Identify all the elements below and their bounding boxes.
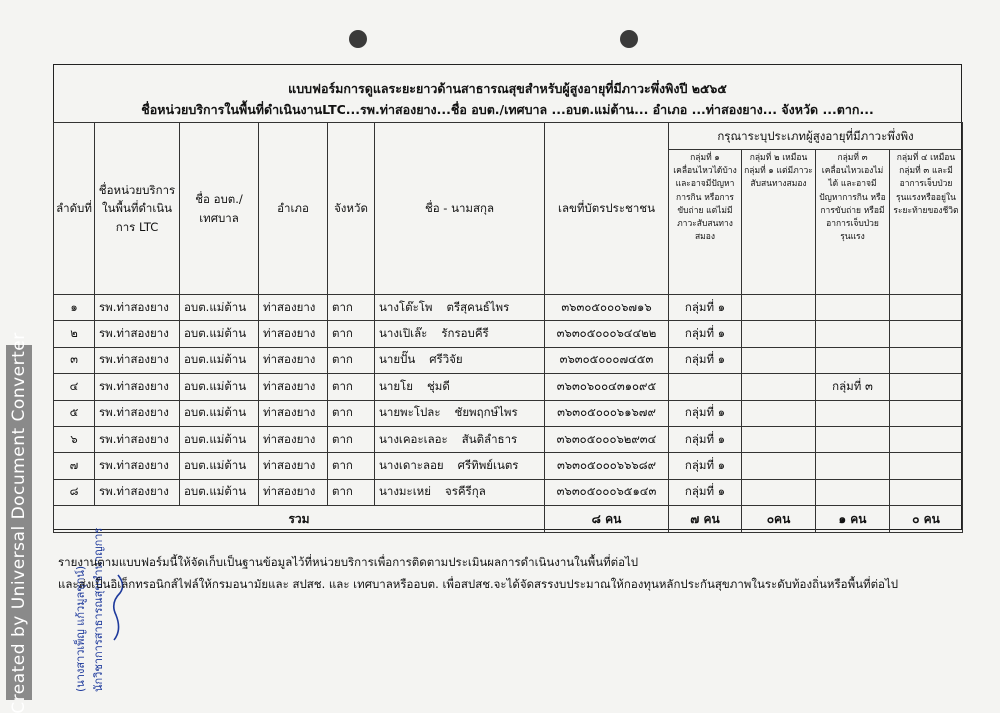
group-1-cell: กลุ่มที่ ๑: [669, 321, 742, 347]
group-4-cell: [890, 453, 963, 479]
header-group-2: กลุ่มที่ ๒ เหมือนกลุ่มที่ ๑ แต่มีภาวะสับสนทางสมอง: [742, 150, 816, 295]
district-cell: ท่าสองยาง: [259, 374, 328, 400]
row-number: ๓: [54, 347, 95, 373]
last-name: ตรีสุคนธ์ไพร: [446, 299, 510, 314]
binder-hole-right: [620, 30, 638, 48]
group-4-cell: [890, 374, 963, 400]
header-group-3: กลุ่มที่ ๓ เคลื่อนไหวเองไม่ได้ และอาจมีปัญหาการกิน หรือการขับถ่าย หรือมีอาการเจ็บป่วยรุนแรง: [816, 150, 890, 295]
header-org: ชื่อ อบต./เทศบาล: [180, 123, 259, 295]
name-cell: [375, 374, 545, 400]
header-type-group: กรุณาระบุประเภทผู้สูงอายุที่มีภาวะพึ่งพิง: [669, 123, 963, 150]
group-2-cell: [742, 479, 816, 505]
id-cell: ๓๖๓๐๕๐๐๐๖๗๑๖: [545, 295, 669, 321]
id-cell: ๓๖๓๐๕๐๐๐๖๖๖๘๙: [545, 453, 669, 479]
group-2-cell: [742, 347, 816, 373]
header-group-1: กลุ่มที่ ๑ เคลื่อนไหวได้บ้างและอาจมีปัญหาการกิน หรือการขับถ่าย แต่ไม่มีภาวะสับสนทางสมอง: [669, 150, 742, 295]
group-1-cell: กลุ่มที่ ๑: [669, 400, 742, 426]
org-cell: อบต.แม่ต้าน: [180, 453, 259, 479]
header-district: อำเภอ: [259, 123, 328, 295]
province-cell: ตาก: [328, 400, 375, 426]
group-2-cell: [742, 453, 816, 479]
district-cell: ท่าสองยาง: [259, 426, 328, 452]
group-1-cell: กลุ่มที่ ๑: [669, 347, 742, 373]
name-cell: [375, 347, 545, 373]
name-cell: [375, 321, 545, 347]
id-cell: ๓๖๓๐๕๐๐๐๖๑๖๗๙: [545, 400, 669, 426]
form-title: แบบฟอร์มการดูแลระยะยาวด้านสาธารณสุขสำหรับผู้สูงอายุที่มีภาวะพึ่งพิงปี ๒๕๖๕: [288, 81, 727, 96]
row-number: ๕: [54, 400, 95, 426]
row-number: ๑: [54, 295, 95, 321]
unit-cell: รพ.ท่าสองยาง: [95, 374, 180, 400]
province-cell: ตาก: [328, 321, 375, 347]
group-4-cell: [890, 347, 963, 373]
district-cell: ท่าสองยาง: [259, 347, 328, 373]
group-3-cell: [816, 426, 890, 452]
unit-cell: รพ.ท่าสองยาง: [95, 347, 180, 373]
unit-cell: รพ.ท่าสองยาง: [95, 295, 180, 321]
group-3-cell: [816, 347, 890, 373]
unit-cell: รพ.ท่าสองยาง: [95, 426, 180, 452]
unit-cell: รพ.ท่าสองยาง: [95, 453, 180, 479]
district-cell: ท่าสองยาง: [259, 295, 328, 321]
table-row: [54, 321, 963, 347]
row-number: ๔: [54, 374, 95, 400]
district-cell: ท่าสองยาง: [259, 453, 328, 479]
name-cell: [375, 479, 545, 505]
last-name: ศรีวิจัย: [429, 352, 463, 367]
note-line-1: รายงานตามแบบฟอร์มนี้ให้จัดเก็บเป็นฐานข้อมูลไว้ที่หน่วยบริการเพื่อการติดตามประเมินผลการดำเนินงานในพื้นที่ต่อไป: [58, 555, 639, 569]
group-2-cell: [742, 295, 816, 321]
group-3-cell: [816, 321, 890, 347]
group-2-cell: [742, 400, 816, 426]
table-row: [54, 426, 963, 452]
first-name: นางมะเหย่: [379, 484, 431, 499]
group-2-cell: [742, 426, 816, 452]
name-cell: [375, 400, 545, 426]
last-name: สันติลำธาร: [461, 431, 518, 446]
first-name: นายปั๊น: [379, 352, 416, 367]
header-name: ชื่อ - นามสกุล: [375, 123, 545, 295]
header-no: ลำดับที่: [54, 123, 95, 295]
header-group-4: กลุ่มที่ ๔ เหมือนกลุ่มที่ ๓ และมีอาการเจ็บป่วยรุนแรงหรืออยู่ในระยะท้ายของชีวิต: [890, 150, 963, 295]
table-row: [54, 374, 963, 400]
unit-cell: รพ.ท่าสองยาง: [95, 400, 180, 426]
header-unit: ชื่อหน่วยบริการในพื้นที่ดำเนินการ LTC: [95, 123, 180, 295]
total-label: รวม: [54, 506, 545, 533]
org-cell: อบต.แม่ต้าน: [180, 295, 259, 321]
last-name: ชุ่มดี: [426, 378, 450, 393]
id-cell: ๓๖๓๐๕๐๐๐๗๔๕๓: [545, 347, 669, 373]
first-name: นางเปิเล๊ะ: [379, 326, 428, 341]
last-name: ศรีทิพย์เนตร: [457, 458, 519, 473]
row-number: ๗: [54, 453, 95, 479]
signature-stamp: [50, 520, 130, 695]
last-name: รักรอบคีรี: [441, 326, 489, 341]
id-cell: ๓๖๓๐๕๐๐๐๖๔๔๒๒: [545, 321, 669, 347]
unit-cell: รพ.ท่าสองยาง: [95, 321, 180, 347]
group-3-cell: [816, 295, 890, 321]
province-cell: ตาก: [328, 347, 375, 373]
binder-hole-left: [349, 30, 367, 48]
header-id: เลขที่บัตรประชาชน: [545, 123, 669, 295]
form-subtitle: ชื่อหน่วยบริการในพื้นที่ดำเนินงานLTC...รพ.ท่าสองยาง...ชื่อ อบต./เทศบาล ...อบต.แม่ต้าน... อำเภอ ...ท่าสองยาง... จังหวัด ...ตาก...: [141, 102, 874, 117]
watermark-text: Created by Universal Document Converter: [9, 331, 29, 713]
name-cell: [375, 453, 545, 479]
province-cell: ตาก: [328, 374, 375, 400]
group-4-cell: [890, 426, 963, 452]
id-cell: ๓๖๓๐๖๐๐๔๓๑๐๙๕: [545, 374, 669, 400]
province-cell: ตาก: [328, 479, 375, 505]
table-row: [54, 400, 963, 426]
total-group-4: ๐ คน: [890, 506, 963, 533]
group-3-cell: [816, 400, 890, 426]
group-4-cell: [890, 400, 963, 426]
group-1-cell: กลุ่มที่ ๑: [669, 453, 742, 479]
id-cell: ๓๖๓๐๕๐๐๐๖๒๙๓๔: [545, 426, 669, 452]
first-name: นายโย: [379, 378, 413, 393]
table-row: [54, 479, 963, 505]
table-row: [54, 295, 963, 321]
org-cell: อบต.แม่ต้าน: [180, 321, 259, 347]
group-4-cell: [890, 295, 963, 321]
first-name: นางโต๊ะโพ: [379, 299, 433, 314]
org-cell: อบต.แม่ต้าน: [180, 426, 259, 452]
name-cell: [375, 426, 545, 452]
first-name: นางเดาะลอย: [379, 458, 444, 473]
org-cell: อบต.แม่ต้าน: [180, 347, 259, 373]
first-name: นางเคอะเลอะ: [379, 431, 448, 446]
total-group-2: ๐คน: [742, 506, 816, 533]
signature-position: นักวิชาการสาธารณสุขชำนาญการ: [92, 527, 105, 692]
province-cell: ตาก: [328, 295, 375, 321]
total-group-3: ๑ คน: [816, 506, 890, 533]
last-name: ชัยพฤกษ์ไพร: [454, 405, 518, 420]
total-group-1: ๗ คน: [669, 506, 742, 533]
first-name: นายพะโปละ: [379, 405, 441, 420]
province-cell: ตาก: [328, 453, 375, 479]
province-cell: ตาก: [328, 426, 375, 452]
group-3-cell: [816, 453, 890, 479]
watermark-banner: [6, 331, 32, 713]
row-number: ๒: [54, 321, 95, 347]
table-row: [54, 453, 963, 479]
table-row: [54, 347, 963, 373]
header-province: จังหวัด: [328, 123, 375, 295]
row-number: ๘: [54, 479, 95, 505]
group-3-cell: [816, 479, 890, 505]
district-cell: ท่าสองยาง: [259, 479, 328, 505]
group-2-cell: [742, 374, 816, 400]
row-number: ๖: [54, 426, 95, 452]
id-cell: ๓๖๓๐๕๐๐๐๖๕๑๔๓: [545, 479, 669, 505]
org-cell: อบต.แม่ต้าน: [180, 374, 259, 400]
group-1-cell: [669, 374, 742, 400]
elderly-table: [53, 122, 963, 533]
group-1-cell: กลุ่มที่ ๑: [669, 479, 742, 505]
note-line-2: และส่งเป็นอิเล็กทรอนิกส์ไฟล์ให้กรมอนามัยและ สปสช. และ เทศบาลหรืออบต. เพื่อสปสช.จะได้จัดสรรงบประมาณให้กองทุนหลักประกันสุขภาพในระดับท้องถิ่นหรือพื้นที่ต่อไป: [58, 577, 899, 591]
district-cell: ท่าสองยาง: [259, 321, 328, 347]
last-name: จรคีรีกุล: [444, 484, 486, 499]
group-4-cell: [890, 479, 963, 505]
group-2-cell: [742, 321, 816, 347]
group-1-cell: กลุ่มที่ ๑: [669, 295, 742, 321]
signature-name: (นางสาวเพ็ญ แก้วมูลชุกน์): [74, 565, 87, 692]
unit-cell: รพ.ท่าสองยาง: [95, 479, 180, 505]
group-1-cell: กลุ่มที่ ๑: [669, 426, 742, 452]
org-cell: อบต.แม่ต้าน: [180, 400, 259, 426]
total-row: [54, 506, 963, 533]
group-3-cell: กลุ่มที่ ๓: [816, 374, 890, 400]
name-cell: [375, 295, 545, 321]
org-cell: อบต.แม่ต้าน: [180, 479, 259, 505]
total-count: ๘ คน: [545, 506, 669, 533]
group-4-cell: [890, 321, 963, 347]
district-cell: ท่าสองยาง: [259, 400, 328, 426]
